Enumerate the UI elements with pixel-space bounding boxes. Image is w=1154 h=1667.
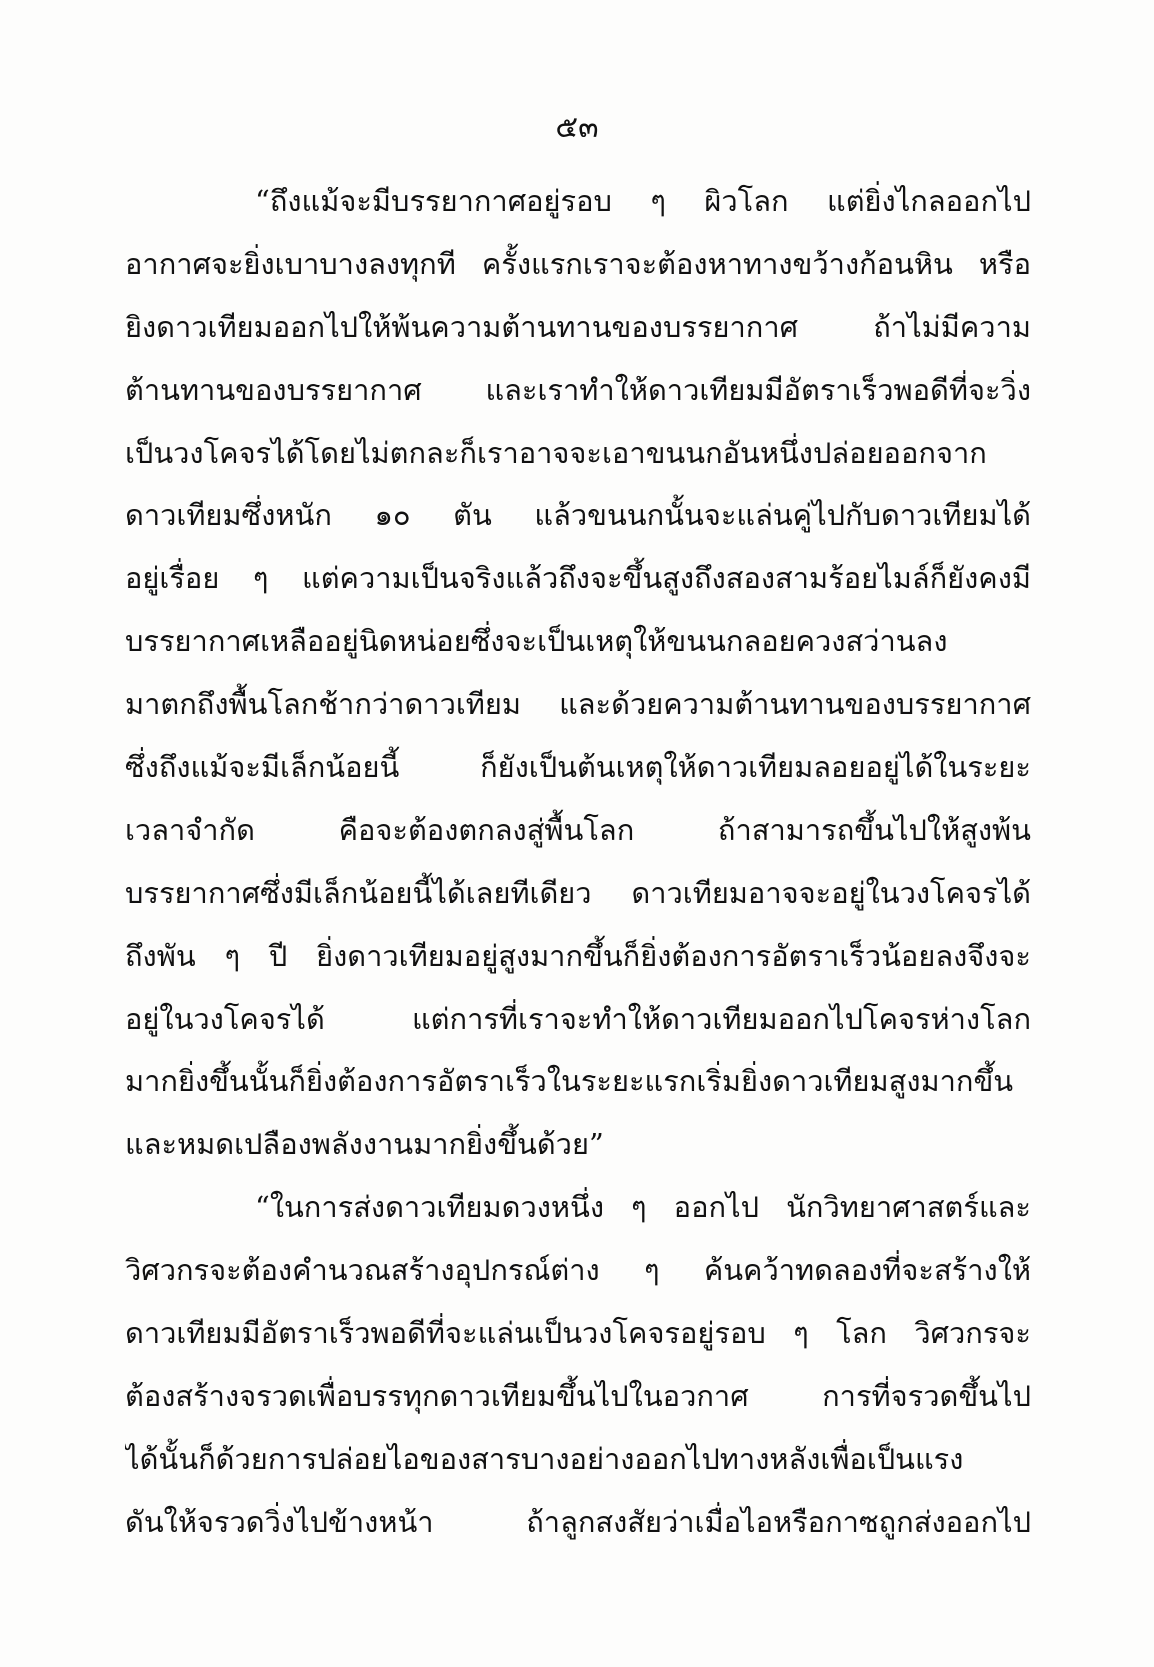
text-line: ดันให้จรวดวิ่งไปข้างหน้า ถ้าลูกสงสัยว่าเมื่อไอหรือกาซถูกส่งออกไป — [125, 1504, 1031, 1539]
text-line: ต้านทานของบรรยากาศ และเราทำให้ดาวเทียมมีอัตราเร็วพอดีที่จะวิ่ง — [125, 372, 1031, 407]
text-line: อากาศจะยิ่งเบาบางลงทุกที ครั้งแรกเราจะต้องหาทางขว้างก้อนหิน หรือ — [125, 246, 1031, 281]
text-line: “ในการส่งดาวเทียมดวงหนึ่ง ๆ ออกไป นักวิทยาศาสตร์และ — [255, 1190, 1031, 1225]
text-line: เวลาจำกัด คือจะต้องตกลงสู่พื้นโลก ถ้าสามารถขึ้นไปให้สูงพ้น — [125, 812, 1031, 847]
text-line: ยิงดาวเทียมออกไปให้พ้นความต้านทานของบรรยากาศ ถ้าไม่มีความ — [125, 309, 1031, 344]
text-line: มากยิ่งขึ้นนั้นก็ยิ่งต้องการอัตราเร็วในระยะแรกเริ่มยิ่งดาวเทียมสูงมากขึ้น — [125, 1064, 1014, 1099]
text-line: ได้นั้นก็ด้วยการปล่อยไอของสารบางอย่างออกไปทางหลังเพื่อเป็นแรง — [125, 1441, 964, 1476]
text-line: อยู่ในวงโคจรได้ แต่การที่เราจะทำให้ดาวเทียมออกไปโคจรห่างโลก — [125, 1001, 1031, 1036]
text-line: บรรยากาศเหลืออยู่นิดหน่อยซึ่งจะเป็นเหตุให้ขนนกลอยควงสว่านลง — [125, 624, 948, 659]
text-line: วิศวกรจะต้องคำนวณสร้างอุปกรณ์ต่าง ๆ ค้นคว้าทดลองที่จะสร้างให้ — [125, 1253, 1031, 1288]
text-line: ต้องสร้างจรวดเพื่อบรรทุกดาวเทียมขึ้นไปในอวกาศ การที่จรวดขึ้นไป — [125, 1378, 1031, 1413]
body-text — [125, 170, 1031, 1554]
text-line: เป็นวงโคจรได้โดยไม่ตกละก็เราอาจจะเอาขนนกอันหนึ่งปล่อยออกจาก — [125, 435, 987, 470]
text-line: ซึ่งถึงแม้จะมีเล็กน้อยนี้ ก็ยังเป็นต้นเหตุให้ดาวเทียมลอยอยู่ได้ในระยะ — [125, 750, 1031, 785]
text-line: ถึงพัน ๆ ปี ยิ่งดาวเทียมอยู่สูงมากขึ้นก็ยิ่งต้องการอัตราเร็วน้อยลงจึงจะ — [125, 938, 1031, 973]
page-number: ๕๓ — [555, 110, 599, 145]
text-line: มาตกถึงพื้นโลกช้ากว่าดาวเทียม และด้วยความต้านทานของบรรยากาศ — [125, 687, 1031, 722]
text-line: ดาวเทียมซึ่งหนัก ๑๐ ตัน แล้วขนนกนั้นจะแล่นคู่ไปกับดาวเทียมได้ — [125, 498, 1031, 533]
text-line: บรรยากาศซึ่งมีเล็กน้อยนี้ได้เลยทีเดียว ดาวเทียมอาจจะอยู่ในวงโคจรได้ — [125, 875, 1031, 910]
text-line: ดาวเทียมมีอัตราเร็วพอดีที่จะแล่นเป็นวงโคจรอยู่รอบ ๆ โลก วิศวกรจะ — [125, 1316, 1031, 1351]
text-line: “ถึงแม้จะมีบรรยากาศอยู่รอบ ๆ ผิวโลก แต่ยิ่งไกลออกไป — [255, 184, 1031, 218]
text-line: อยู่เรื่อย ๆ แต่ความเป็นจริงแล้วถึงจะขึ้นสูงถึงสองสามร้อยไมล์ก็ยังคงมี — [125, 561, 1031, 596]
text-line: และหมดเปลืองพลังงานมากยิ่งขึ้นด้วย” — [125, 1127, 604, 1162]
